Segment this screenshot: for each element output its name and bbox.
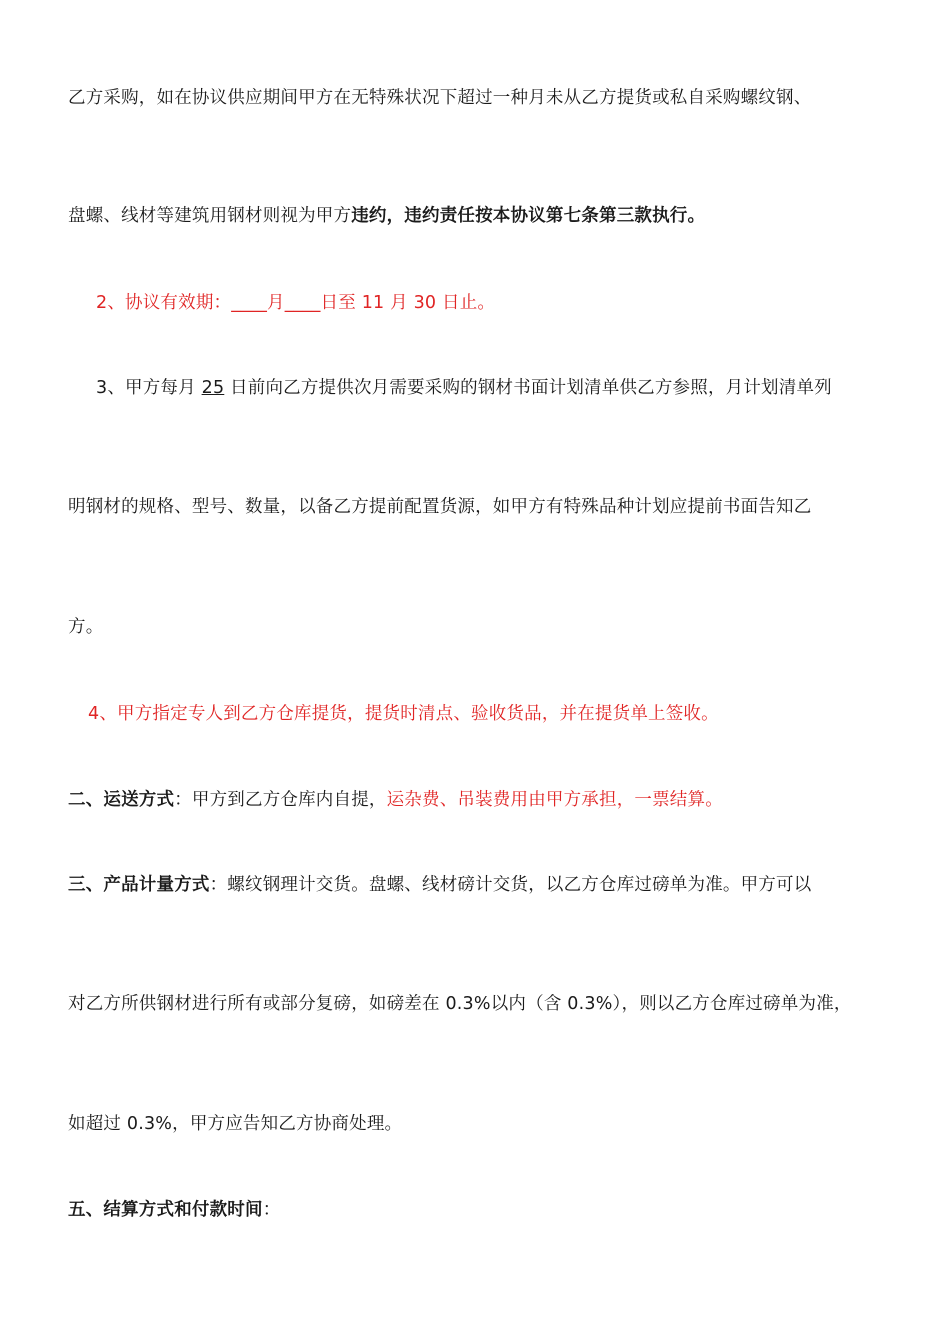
text-span: 方。: [68, 617, 104, 637]
clause-2-validity: [96, 291, 495, 315]
section-3-measurement: [68, 873, 811, 897]
text-span: 3、甲方每月: [96, 378, 202, 398]
paragraph-line-1: [68, 86, 811, 110]
text-span: ：: [262, 1200, 281, 1220]
text-span: ：螺纹钢理计交货。盘螺、线材磅计交货，以乙方仓库过磅单为准。甲方可以: [209, 875, 812, 895]
text-span: 盘螺、线材等建筑用钢材则视为甲方: [68, 206, 352, 226]
text-span: 如超过 0.3%，甲方应告知乙方协商处理。: [68, 1114, 403, 1134]
text-span: 4、甲方指定专人到乙方仓库提货，提货时清点、验收货品，并在提货单上签收。: [88, 704, 719, 724]
text-span: 对乙方所供钢材进行所有或部分复磅，如磅差在 0.3%以内（含 0.3%），则以乙方仓库过磅单为准，: [68, 994, 852, 1014]
text-span: 日前向乙方提供次月需要采购的钢材书面计划清单供乙方参照，月计划清单列: [224, 378, 832, 398]
clause-3-plan: [96, 376, 832, 400]
section-heading: 二、运送方式: [68, 790, 175, 810]
text-span: 乙方采购，如在协议供应期间甲方在无特殊状况下超过一种月未从乙方提货或私自采购螺纹钢、: [68, 88, 812, 108]
paragraph-line-5: [68, 495, 811, 519]
clause-4-pickup: [88, 702, 719, 726]
text-span: 明钢材的规格、型号、数量，以备乙方提前配置货源，如甲方有特殊品种计划应提前书面告知乙: [68, 497, 812, 517]
breach-clause-text: 违约，违约责任按本协议第七条第三款执行。: [351, 206, 706, 226]
section-heading: 五、结算方式和付款时间: [68, 1200, 263, 1220]
text-span: 2、协议有效期：____月____日至 11 月 30 日止。: [96, 293, 496, 313]
paragraph-line-2: [68, 204, 705, 228]
underlined-day: 25: [201, 378, 225, 398]
text-span: ：甲方到乙方仓库内自提，: [174, 790, 387, 810]
section-2-delivery: [68, 788, 723, 812]
section-5-settlement: [68, 1198, 280, 1222]
section-heading: 三、产品计量方式: [68, 875, 210, 895]
paragraph-line-10: [68, 992, 852, 1016]
fee-text: 运杂费、吊装费用由甲方承担，一票结算。: [386, 790, 723, 810]
paragraph-line-6: [68, 615, 103, 639]
paragraph-line-11: [68, 1112, 402, 1136]
